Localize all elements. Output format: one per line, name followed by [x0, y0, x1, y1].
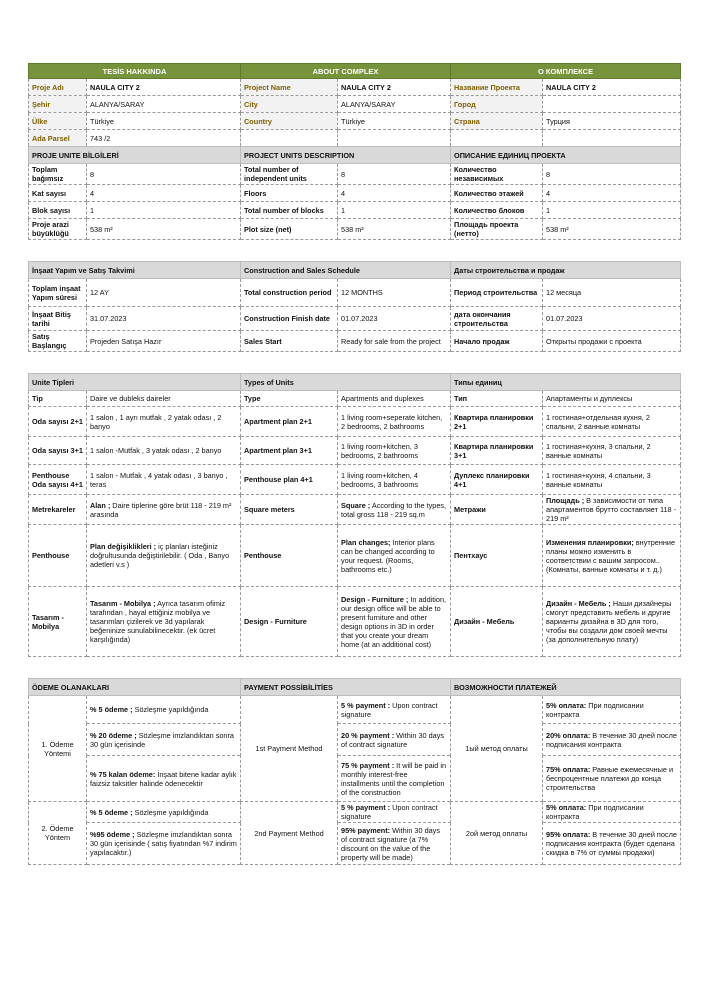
schedule-value-en: 12 MONTHS: [338, 279, 451, 307]
payment-text-ru: Равные ежемесячные и беспроцентные платежи до конца строительства: [546, 765, 674, 792]
section-title-ru: ВОЗМОЖНОСТИ ПЛАТЕЖЕЙ: [451, 679, 681, 696]
info-row: [29, 79, 681, 96]
design-text-ru: Наши дизайнеры смогут представить мебель и другие варианты дизайна в 3D для того, чтобы вы создали дом своей мечты (за дополнительную плату): [546, 599, 672, 644]
penthouse-label-en: Penthouse: [241, 525, 338, 587]
info-row: [29, 113, 681, 130]
info-row: [29, 130, 681, 147]
design-text-tr: Ayrıca tasarım ofimiz tarafından , hayal ettiğiniz mobilya ve tasarımları çizilerek ve 3d yapılarak beğeninize sunulabilinecektir. (ek ücret karşılığında): [90, 599, 226, 644]
penthouse-bold-en: Plan changes;: [341, 537, 391, 547]
units-row: [29, 164, 681, 185]
info-value-tr: Türkiye: [87, 113, 241, 130]
info-label-tr: Şehir: [29, 96, 87, 113]
unit-type-label-tr: Tip: [29, 391, 87, 407]
header-tr: TESİS HAKKINDA: [29, 64, 241, 79]
unit-type-value-en: 1 living room+kitchen, 4 bedrooms, 3 bathrooms: [338, 465, 451, 495]
payment-bold-tr: %95 ödeme ;: [90, 830, 135, 839]
spacer: [29, 657, 681, 679]
schedule-row: [29, 307, 681, 331]
area-text-ru: В зависимости от типа апартаментов брутто составляет 118 - 219 m²: [546, 496, 677, 523]
unit-type-row: [29, 407, 681, 437]
area-bold-tr: Alan ;: [90, 500, 111, 510]
info-label-en: Project Name: [241, 79, 338, 96]
units-label-en: Floors: [241, 185, 338, 202]
payment-bold-en: 5 % payment :: [341, 700, 391, 710]
section-title-tr: Unite Tipleri: [29, 374, 241, 391]
units-row: [29, 185, 681, 202]
schedule-value-tr: 31.07.2023: [87, 307, 241, 331]
units-label-ru: Площадь проекта (нетто): [451, 219, 543, 240]
schedule-label-en: Construction Finish date: [241, 307, 338, 331]
payment-text-tr: Sözleşme yapıldığında: [132, 705, 209, 714]
penthouse-text-ru: внутренние планы можно изменить в соответствии с вашим запросом.. (Комнаты, ванные комнаты и т. д.): [546, 537, 676, 574]
payment-text-en: Within 30 days of contract signature: [341, 730, 445, 749]
schedule-label-ru: Начало продаж: [451, 331, 543, 352]
design-value-en: [338, 587, 451, 657]
design-bold-ru: Дизайн - Мебель ;: [546, 599, 611, 608]
unit-type-label-en: Apartment plan 3+1: [241, 437, 338, 465]
payment-bold-ru: 5% оплата:: [546, 803, 587, 812]
payment-text-en: It will be paid in monthly interest-free installments until the completion of the construction: [341, 760, 447, 797]
schedule-label-ru: Период строительства: [451, 279, 543, 307]
payment-method-label-en: 1st Payment Method: [241, 696, 338, 802]
area-bold-en: Square ;: [341, 500, 371, 510]
unit-type-label-tr: Oda sayısı 3+1: [29, 437, 87, 465]
info-value-ru: [543, 130, 681, 147]
unit-type-value-tr: 1 salon , 1 ayrı mutfak , 2 yatak odası , 2 banyo: [87, 407, 241, 437]
payment-text-ru: В течение 30 дней после подписания контракта (будет сделана скидка в 7% от суммы продажи): [546, 830, 677, 857]
section-header: [29, 262, 681, 279]
design-value-tr: [87, 587, 241, 657]
units-label-tr: Proje arazi büyüklüğü: [29, 219, 87, 240]
schedule-value-ru: 01.07.2023: [543, 307, 681, 331]
units-label-tr: Blok sayısı: [29, 202, 87, 219]
info-value-tr: NAULA CITY 2: [87, 79, 241, 96]
area-label-en: Square meters: [241, 495, 338, 525]
info-label-ru: [451, 130, 543, 147]
schedule-label-en: Sales Start: [241, 331, 338, 352]
unit-type-value-en: 1 living room+seperate kitchen, 2 bedrooms, 2 bathrooms: [338, 407, 451, 437]
payment-cell-tr: [87, 696, 241, 724]
section-title-tr: ÖDEME OLANAKLARI: [29, 679, 241, 696]
schedule-label-tr: Toplam inşaat Yapım süresi: [29, 279, 87, 307]
schedule-row: [29, 331, 681, 352]
payment-cell-tr: [87, 823, 241, 865]
area-label-tr: Metrekareler: [29, 495, 87, 525]
units-label-ru: Количество этажей: [451, 185, 543, 202]
payment-row: [29, 724, 681, 756]
payment-text-tr: İnşaat bitene kadar aylık faizsiz taksitler halinde ödenecektir: [90, 769, 237, 788]
info-value-en: NAULA CITY 2: [338, 79, 451, 96]
payment-cell-ru: [543, 802, 681, 823]
info-label-tr: Proje Adı: [29, 79, 87, 96]
section-title-tr: PROJE UNITE BİLGİLERİ: [29, 147, 241, 164]
payment-bold-ru: 5% оплата:: [546, 700, 587, 710]
payment-text-tr: Sözleşme imzlandıktan sonra 30 gün içerisinde: [90, 730, 234, 749]
spacer: [29, 240, 681, 262]
units-value-en: 8: [338, 164, 451, 185]
info-label-ru: Город: [451, 96, 543, 113]
payment-cell-ru: [543, 696, 681, 724]
design-value-ru: [543, 587, 681, 657]
penthouse-value-ru: [543, 525, 681, 587]
unit-type-label-ru: Дуплекс планировки 4+1: [451, 465, 543, 495]
payment-method-label-en: 2nd Payment Method: [241, 802, 338, 865]
payment-row: [29, 823, 681, 865]
unit-type-value-tr: 1 salon -Mutfak , 3 yatak odası , 2 banyo: [87, 437, 241, 465]
payment-bold-tr: % 20 ödeme ;: [90, 730, 137, 740]
unit-type-label-ru: Тип: [451, 391, 543, 407]
info-value-ru: NAULA CITY 2: [543, 79, 681, 96]
units-row: [29, 202, 681, 219]
payment-text-en: Upon contract signature: [341, 803, 438, 821]
units-label-tr: Toplam bağımsız: [29, 164, 87, 185]
units-value-ru: 4: [543, 185, 681, 202]
payment-text-tr: Sözleşme imzlandıktan sonra 30 gün içerisinde ( satış fiyatından %7 indirim yapılacaktır.): [90, 830, 237, 857]
unit-type-value-en: 1 living room+kitchen, 3 bedrooms, 2 bathrooms: [338, 437, 451, 465]
area-label-ru: Метражи: [451, 495, 543, 525]
units-value-tr: 8: [87, 164, 241, 185]
payment-method-label-tr: 2. Ödeme Yöntem: [29, 802, 87, 865]
units-value-en: 4: [338, 185, 451, 202]
area-text-en: According to the types, total gross 118 - 219 sq.m: [341, 500, 447, 519]
units-row: [29, 219, 681, 240]
area-value-ru: [543, 495, 681, 525]
units-label-en: Plot size (net): [241, 219, 338, 240]
area-row: [29, 495, 681, 525]
payment-text-ru: При подписании контракта: [546, 700, 644, 719]
section-title-en: Types of Units: [241, 374, 451, 391]
payment-cell-en: [338, 756, 451, 802]
header-en: ABOUT COMPLEX: [241, 64, 451, 79]
section-title-ru: ОПИСАНИЕ ЕДИНИЦ ПРОЕКТА: [451, 147, 681, 164]
payment-cell-tr: [87, 756, 241, 802]
schedule-label-tr: Satış Başlangıç: [29, 331, 87, 352]
design-row: [29, 587, 681, 657]
schedule-value-tr: Projeden Satışa Hazır: [87, 331, 241, 352]
payment-cell-en: [338, 696, 451, 724]
payment-bold-tr: % 5 ödeme ;: [90, 807, 133, 817]
area-text-tr: Daire tiplerine göre brüt 118 - 219 m² arasında: [90, 500, 232, 519]
unit-type-row: [29, 437, 681, 465]
payment-method-label-tr: 1. Ödeme Yöntemi: [29, 696, 87, 802]
area-value-tr: [87, 495, 241, 525]
unit-type-label-tr: Oda sayısı 2+1: [29, 407, 87, 437]
payment-cell-en: [338, 823, 451, 865]
payment-bold-en: 75 % payment :: [341, 760, 395, 770]
schedule-label-tr: İnşaat Bitiş tarihi: [29, 307, 87, 331]
penthouse-value-tr: [87, 525, 241, 587]
property-sheet: [28, 63, 680, 865]
info-label-ru: Страна: [451, 113, 543, 130]
penthouse-text-tr: iç planları isteğiniz doğrultusunda değiştirilebilir. ( Oda , Banyo adetleri v.s ): [90, 542, 230, 569]
section-title-ru: Типы единиц: [451, 374, 681, 391]
units-label-en: Total number of blocks: [241, 202, 338, 219]
schedule-value-ru: 12 месяца: [543, 279, 681, 307]
payment-cell-en: [338, 802, 451, 823]
payment-row: [29, 802, 681, 823]
unit-type-label-tr: Penthouse Oda sayısı 4+1: [29, 465, 87, 495]
payment-row: [29, 756, 681, 802]
payment-text-ru: В течение 30 дней после подписания контракта: [546, 730, 677, 749]
unit-type-label-ru: Квартира планировки 3+1: [451, 437, 543, 465]
payment-text-en: Within 30 days of contract signature (a 7% discount on the value of the property will be made): [341, 825, 440, 862]
info-value-tr: 743 /2: [87, 130, 241, 147]
penthouse-label-tr: Penthouse: [29, 525, 87, 587]
units-label-ru: Количество блоков: [451, 202, 543, 219]
schedule-row: [29, 279, 681, 307]
design-bold-en: Design - Furniture ;: [341, 594, 409, 604]
schedule-value-en: 01.07.2023: [338, 307, 451, 331]
units-value-ru: 1: [543, 202, 681, 219]
payment-bold-ru: 75% оплата:: [546, 765, 591, 774]
payment-cell-tr: [87, 724, 241, 756]
design-label-en: Design - Furniture: [241, 587, 338, 657]
section-header: [29, 374, 681, 391]
spacer: [29, 352, 681, 374]
payment-cell-ru: [543, 756, 681, 802]
unit-type-row: [29, 391, 681, 407]
units-label-ru: Количество независимых: [451, 164, 543, 185]
area-bold-ru: Площадь ;: [546, 496, 585, 505]
design-bold-tr: Tasarım - Mobilya ;: [90, 599, 156, 608]
schedule-value-ru: Открыты продажи с проекта: [543, 331, 681, 352]
section-title-en: PAYMENT POSSİBİLİTİES: [241, 679, 451, 696]
section-title-en: PROJECT UNITS DESCRIPTION: [241, 147, 451, 164]
payment-bold-tr: % 75 kalan ödeme:: [90, 769, 156, 779]
unit-type-row: [29, 465, 681, 495]
penthouse-value-en: [338, 525, 451, 587]
design-text-en: In addition, our design office will be able to present furniture and other design options in 3D in order that you create your dream home (at an additional cost): [341, 594, 447, 649]
info-label-tr: Ülke: [29, 113, 87, 130]
info-value-en: Türkiye: [338, 113, 451, 130]
design-label-tr: Tasarım - Mobilya: [29, 587, 87, 657]
unit-type-value-ru: Апартаменты и дуплексы: [543, 391, 681, 407]
units-value-tr: 1: [87, 202, 241, 219]
section-title-ru: Даты строительства и продаж: [451, 262, 681, 279]
schedule-label-en: Total construction period: [241, 279, 338, 307]
info-row: [29, 96, 681, 113]
unit-type-label-ru: Квартира планировки 2+1: [451, 407, 543, 437]
units-value-tr: 538 m²: [87, 219, 241, 240]
unit-type-label-en: Type: [241, 391, 338, 407]
payment-cell-en: [338, 724, 451, 756]
info-label-en: [241, 130, 338, 147]
penthouse-label-ru: Пентхаус: [451, 525, 543, 587]
unit-type-label-en: Penthouse plan 4+1: [241, 465, 338, 495]
units-value-ru: 538 m²: [543, 219, 681, 240]
units-label-tr: Kat sayısı: [29, 185, 87, 202]
info-label-en: Country: [241, 113, 338, 130]
section-header: [29, 679, 681, 696]
payment-cell-ru: [543, 724, 681, 756]
payment-text-tr: Sözleşme yapıldığında: [132, 807, 209, 817]
info-label-ru: Название Проекта: [451, 79, 543, 96]
penthouse-text-en: Interior plans can be changed according to your request. (Rooms, bathrooms etc.): [341, 537, 435, 574]
area-value-en: [338, 495, 451, 525]
info-label-en: City: [241, 96, 338, 113]
units-label-en: Total number of independent units: [241, 164, 338, 185]
info-value-en: ALANYA/SARAY: [338, 96, 451, 113]
units-value-tr: 4: [87, 185, 241, 202]
payment-method-label-ru: 1ый метод оплаты: [451, 696, 543, 802]
penthouse-row: [29, 525, 681, 587]
payment-bold-en: 5 % payment :: [341, 803, 391, 812]
info-value-tr: ALANYA/SARAY: [87, 96, 241, 113]
unit-type-value-en: Apartments and duplexes: [338, 391, 451, 407]
info-value-ru: [543, 96, 681, 113]
payment-bold-en: 95% payment:: [341, 825, 391, 835]
schedule-label-ru: дата окончания строительства: [451, 307, 543, 331]
property-table: [28, 63, 681, 865]
section-title-en: Construction and Sales Schedule: [241, 262, 451, 279]
payment-text-ru: При подписании контракта: [546, 803, 644, 821]
units-value-en: 538 m²: [338, 219, 451, 240]
units-value-en: 1: [338, 202, 451, 219]
info-label-tr: Ada Parsel: [29, 130, 87, 147]
payment-method-label-ru: 2ой метод оплаты: [451, 802, 543, 865]
unit-type-value-tr: Daire ve dubleks daireler: [87, 391, 241, 407]
payment-bold-ru: 20% оплата:: [546, 730, 591, 740]
schedule-value-en: Ready for sale from the project: [338, 331, 451, 352]
info-value-ru: Турция: [543, 113, 681, 130]
unit-type-value-ru: 1 гостиная+кухня, 3 спальни, 2 ванные комнаты: [543, 437, 681, 465]
section-title-tr: İnşaat Yapım ve Satış Takvimi: [29, 262, 241, 279]
unit-type-value-ru: 1 гостиная+отдельная кухня, 2 спальни, 2 ванные комнаты: [543, 407, 681, 437]
unit-type-value-ru: 1 гостиная+кухня, 4 спальни, 3 ванные комнаты: [543, 465, 681, 495]
payment-cell-ru: [543, 823, 681, 865]
units-value-ru: 8: [543, 164, 681, 185]
design-label-ru: Дизайн - Мебель: [451, 587, 543, 657]
payment-bold-tr: % 5 ödeme ;: [90, 705, 133, 714]
penthouse-bold-tr: Plan değişiklikleri ;: [90, 542, 157, 551]
penthouse-bold-ru: Изменения планировки;: [546, 537, 634, 547]
unit-type-label-en: Apartment plan 2+1: [241, 407, 338, 437]
payment-cell-tr: [87, 802, 241, 823]
schedule-value-tr: 12 AY: [87, 279, 241, 307]
section-header: [29, 147, 681, 164]
header-ru: О КОМПЛЕКСЕ: [451, 64, 681, 79]
payment-bold-ru: 95% оплата:: [546, 830, 591, 839]
unit-type-value-tr: 1 salon - Mutfak , 4 yatak odası , 3 banyo , teras: [87, 465, 241, 495]
payment-bold-en: 20 % payment :: [341, 730, 395, 740]
payment-row: [29, 696, 681, 724]
payment-text-en: Upon contract signature: [341, 700, 438, 719]
info-value-en: [338, 130, 451, 147]
